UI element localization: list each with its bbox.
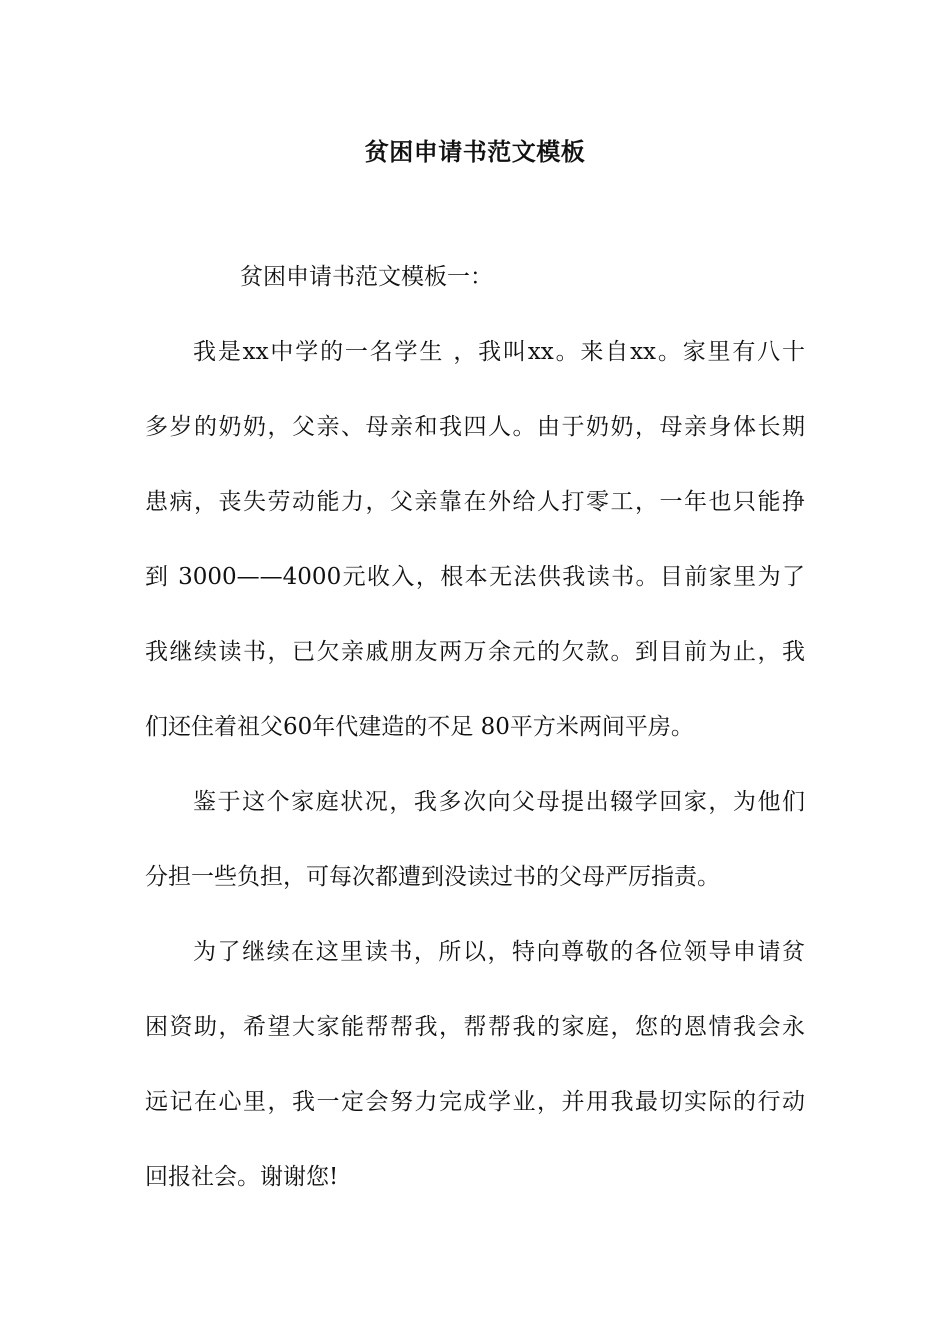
paragraph-line: 远记在心里，我一定会努力完成学业，并用我最切实际的行动 [145, 1089, 805, 1115]
paragraph-line: 回报社会。谢谢您! [145, 1164, 339, 1190]
document-title: 贫困申请书范文模板 [364, 138, 586, 166]
paragraph-line: 我继续读书，已欠亲戚朋友两万余元的欠款。到目前为止，我 [145, 639, 805, 665]
paragraph-line: 患病，丧失劳动能力，父亲靠在外给人打零工，一年也只能挣 [145, 489, 805, 515]
paragraph-line: 多岁的奶奶，父亲、母亲和我四人。由于奶奶，母亲身体长期 [145, 414, 805, 440]
paragraph-line: 分担一些负担，可每次都遭到没读过书的父母严厉指责。 [145, 864, 720, 890]
paragraph-line: 我是xx中学的一名学生 ，我叫xx。来自xx。家里有八十 [193, 339, 805, 365]
paragraph-line: 为了继续在这里读书，所以，特向尊敬的各位领导申请贫 [193, 939, 805, 965]
paragraph-line: 们还住着祖父60年代建造的不足 80平方米两间平房。 [145, 714, 694, 740]
paragraph-line: 鉴于这个家庭状况，我多次向父母提出辍学回家，为他们 [193, 789, 805, 815]
paragraph-line: 困资助，希望大家能帮帮我，帮帮我的家庭，您的恩情我会永 [145, 1014, 805, 1040]
section-heading: 贫困申请书范文模板一： [240, 264, 493, 290]
paragraph-line: 到 3000——4000元收入，根本无法供我读书。目前家里为了 [145, 564, 805, 590]
